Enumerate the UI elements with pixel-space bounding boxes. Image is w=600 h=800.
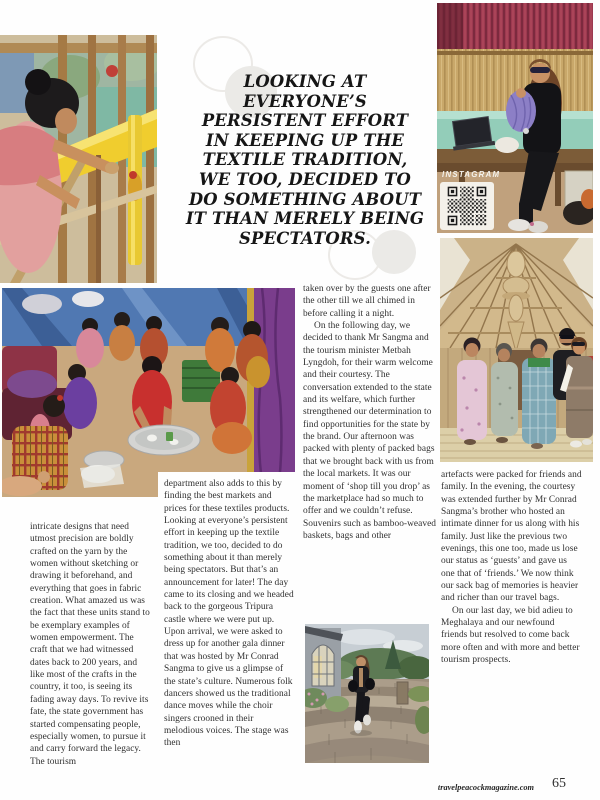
paragraph: artefacts were packed for friends and family. In the evening, the courtesy was extended further by Mr Conrad Sangma’s brother who hosted an intimate dinner for us along with his family. Just like the previous two evenings, this one too, made us lose our status as ‘guests’ and gave us one that of ‘friends.’ We now think our sack bag of memories is heavier and richer than our travel bags. [441,470,582,604]
photo-hut-group-illustration [440,238,593,462]
paragraph: department also adds to this by finding the best markets and prices for these textiles products. Looking at everyone’s persistent effort in keeping up the textile tradition, we too, decided to do something about it than merely being spectators. But that’s an announcement for later! The day came to its closing and we headed back to the gorgeous Tripura castle where we were put up. Upon arrival, we were asked to dress up for another gala dinner that was hosted by Mr Conrad Sangma to give us a glimpse of the state’s culture. Numerous folk dancers showed us the traditional dance moves while the choir singers crooned in their melodious voices. The stage was then [164,479,294,749]
paragraph: taken over by the guests one after the other till we all chimed in before calling it a night. [303,284,431,319]
photo-stone-steps [305,624,429,763]
pull-quote-line: WE TOO, DECIDED TO [199,169,411,189]
paragraph: On our last day, we bid adieu to Meghalaya and our newfound friends but resolved to come back more often and with more and better tourism prospects. [441,605,580,666]
magazine-website: travelpeacockmagazine.com [437,783,534,792]
paragraph: On the following day, we decided to thank Mr Sangma and the tourism minister Metbah Lyngdoh, for their warm welcome and their courtesy. The conversation extended to the state and its welfare, which further strengthened our determination to find opportunities for the state by the brand. Our afternoon was packed with plenty of packed bags that we brought back with us from the local markets. It was our moment of ‘shop till you drop’ as the marketplace had so much to offer and we couldn’t refuse. Souvenirs such as bamboo-weaved baskets, bags and other [303,321,437,541]
instagram-qr-code [440,182,494,230]
photo-women-cooking [2,288,295,497]
page-number: 65 [552,776,566,791]
article-column-3 [303,283,437,542]
pull-quote-line: LOOKING AT [243,72,367,91]
photo-stone-steps-illustration [305,624,429,763]
article-column-4 [441,469,583,667]
pull-quote-line: PERSISTENT EFFORT [201,111,409,131]
pull-quote-line: SPECTATORS. [238,228,372,248]
photo-loom [0,35,157,283]
pull-quote-line: DO SOMETHING ABOUT [188,189,422,209]
photo-hut-group [440,238,593,462]
photo-loom-illustration [0,35,157,283]
pull-quote-line: IT THAN MERELY BEING [185,209,425,229]
paragraph: intricate designs that need utmost precision are boldly crafted on the yarn by the women without sketching or drawing it beforehand, and everything that goes in fabric creation. What amazed us was the fact that these units stand to be exemplary examples of women empowerment. The craft that we had witnessed dates back to 200 years, and like most of the crafts in the country, it too, is seeing its fading away days. To revive its fate, the state government has started compensating people, especially women, to pursue it and carry forward the legacy. The tourism [30,522,150,767]
pull-quote-line: IN KEEPING UP THE [205,130,405,150]
instagram-label: INSTAGRAM [442,170,501,179]
article-column-2 [158,472,300,750]
pull-quote-line: TEXTILE TRADITION, [202,150,408,170]
pull-quote-line: EVERYONE’S [243,91,367,111]
pull-quote [150,72,460,248]
article-column-1 [30,521,151,768]
qr-code-icon [445,186,489,226]
photo-women-cooking-illustration [2,288,295,497]
